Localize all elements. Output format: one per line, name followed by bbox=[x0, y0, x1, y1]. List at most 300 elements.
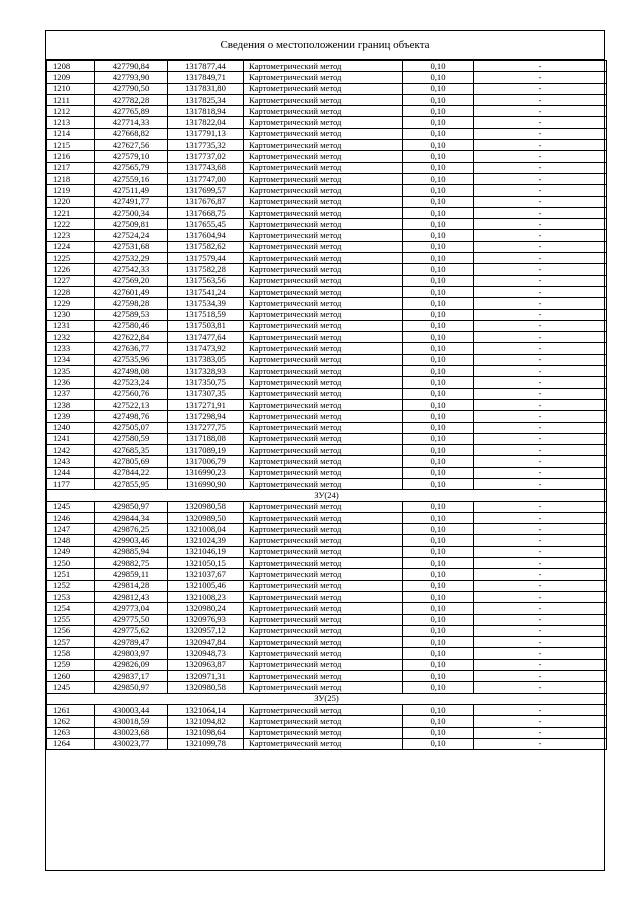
accuracy-cell: 0,10 bbox=[403, 173, 474, 184]
accuracy-cell: 0,10 bbox=[403, 399, 474, 410]
y-coordinate-cell: 1317307,35 bbox=[168, 388, 244, 399]
method-cell: Картометрический метод bbox=[244, 546, 403, 557]
y-coordinate-cell: 1317188,08 bbox=[168, 433, 244, 444]
section-label: ЗУ(25) bbox=[47, 693, 607, 704]
method-cell: Картометрический метод bbox=[244, 117, 403, 128]
accuracy-cell: 0,10 bbox=[403, 558, 474, 569]
method-cell: Картометрический метод bbox=[244, 298, 403, 309]
table-row bbox=[47, 411, 607, 422]
point-number-cell: 1212 bbox=[47, 106, 95, 117]
y-coordinate-cell: 1317541,24 bbox=[168, 286, 244, 297]
description-cell: - bbox=[474, 196, 607, 207]
table-row bbox=[47, 478, 607, 489]
method-cell: Картометрический метод bbox=[244, 467, 403, 478]
point-number-cell: 1258 bbox=[47, 648, 95, 659]
description-cell: - bbox=[474, 128, 607, 139]
accuracy-cell: 0,10 bbox=[403, 456, 474, 467]
method-cell: Картометрический метод bbox=[244, 320, 403, 331]
accuracy-cell: 0,10 bbox=[403, 332, 474, 343]
method-cell: Картометрический метод bbox=[244, 377, 403, 388]
accuracy-cell: 0,10 bbox=[403, 207, 474, 218]
method-cell: Картометрический метод bbox=[244, 94, 403, 105]
description-cell: - bbox=[474, 275, 607, 286]
point-number-cell: 1235 bbox=[47, 366, 95, 377]
y-coordinate-cell: 1317818,94 bbox=[168, 106, 244, 117]
accuracy-cell: 0,10 bbox=[403, 569, 474, 580]
method-cell: Картометрический метод bbox=[244, 558, 403, 569]
description-cell: - bbox=[474, 524, 607, 535]
y-coordinate-cell: 1320971,31 bbox=[168, 671, 244, 682]
description-cell: - bbox=[474, 648, 607, 659]
y-coordinate-cell: 1317328,93 bbox=[168, 366, 244, 377]
accuracy-cell: 0,10 bbox=[403, 219, 474, 230]
y-coordinate-cell: 1317277,75 bbox=[168, 422, 244, 433]
point-number-cell: 1224 bbox=[47, 241, 95, 252]
y-coordinate-cell: 1320989,50 bbox=[168, 512, 244, 523]
x-coordinate-cell: 427636,77 bbox=[95, 343, 168, 354]
method-cell: Картометрический метод bbox=[244, 738, 403, 749]
y-coordinate-cell: 1320980,58 bbox=[168, 501, 244, 512]
point-number-cell: 1242 bbox=[47, 445, 95, 456]
point-number-cell: 1264 bbox=[47, 738, 95, 749]
table-row bbox=[47, 162, 607, 173]
accuracy-cell: 0,10 bbox=[403, 501, 474, 512]
y-coordinate-cell: 1317877,44 bbox=[168, 61, 244, 72]
point-number-cell: 1246 bbox=[47, 512, 95, 523]
x-coordinate-cell: 427579,10 bbox=[95, 151, 168, 162]
point-number-cell: 1255 bbox=[47, 614, 95, 625]
y-coordinate-cell: 1317383,05 bbox=[168, 354, 244, 365]
y-coordinate-cell: 1317699,57 bbox=[168, 185, 244, 196]
description-cell: - bbox=[474, 467, 607, 478]
accuracy-cell: 0,10 bbox=[403, 704, 474, 715]
description-cell: - bbox=[474, 569, 607, 580]
point-number-cell: 1221 bbox=[47, 207, 95, 218]
accuracy-cell: 0,10 bbox=[403, 659, 474, 670]
description-cell: - bbox=[474, 580, 607, 591]
y-coordinate-cell: 1317791,13 bbox=[168, 128, 244, 139]
description-cell: - bbox=[474, 94, 607, 105]
accuracy-cell: 0,10 bbox=[403, 614, 474, 625]
x-coordinate-cell: 427522,13 bbox=[95, 399, 168, 410]
point-number-cell: 1233 bbox=[47, 343, 95, 354]
description-cell: - bbox=[474, 603, 607, 614]
x-coordinate-cell: 429773,04 bbox=[95, 603, 168, 614]
point-number-cell: 1236 bbox=[47, 377, 95, 388]
description-cell: - bbox=[474, 241, 607, 252]
accuracy-cell: 0,10 bbox=[403, 83, 474, 94]
y-coordinate-cell: 1317735,32 bbox=[168, 140, 244, 151]
y-coordinate-cell: 1317473,92 bbox=[168, 343, 244, 354]
x-coordinate-cell: 429775,50 bbox=[95, 614, 168, 625]
table-row bbox=[47, 241, 607, 252]
table-row bbox=[47, 456, 607, 467]
x-coordinate-cell: 427782,28 bbox=[95, 94, 168, 105]
point-number-cell: 1261 bbox=[47, 704, 95, 715]
table-row bbox=[47, 117, 607, 128]
method-cell: Картометрический метод bbox=[244, 173, 403, 184]
point-number-cell: 1238 bbox=[47, 399, 95, 410]
accuracy-cell: 0,10 bbox=[403, 298, 474, 309]
x-coordinate-cell: 427714,33 bbox=[95, 117, 168, 128]
y-coordinate-cell: 1321099,78 bbox=[168, 738, 244, 749]
x-coordinate-cell: 427580,46 bbox=[95, 320, 168, 331]
method-cell: Картометрический метод bbox=[244, 625, 403, 636]
accuracy-cell: 0,10 bbox=[403, 727, 474, 738]
table-row bbox=[47, 207, 607, 218]
point-number-cell: 1215 bbox=[47, 140, 95, 151]
description-cell: - bbox=[474, 61, 607, 72]
description-cell: - bbox=[474, 659, 607, 670]
table-row bbox=[47, 366, 607, 377]
section-label: ЗУ(24) bbox=[47, 490, 607, 501]
x-coordinate-cell: 430023,77 bbox=[95, 738, 168, 749]
accuracy-cell: 0,10 bbox=[403, 162, 474, 173]
y-coordinate-cell: 1317518,59 bbox=[168, 309, 244, 320]
table-row bbox=[47, 524, 607, 535]
table-row bbox=[47, 716, 607, 727]
x-coordinate-cell: 427542,33 bbox=[95, 264, 168, 275]
table-row bbox=[47, 275, 607, 286]
point-number-cell: 1244 bbox=[47, 467, 95, 478]
method-cell: Картометрический метод bbox=[244, 535, 403, 546]
method-cell: Картометрический метод bbox=[244, 569, 403, 580]
accuracy-cell: 0,10 bbox=[403, 682, 474, 693]
description-cell: - bbox=[474, 332, 607, 343]
x-coordinate-cell: 429837,17 bbox=[95, 671, 168, 682]
table-row bbox=[47, 332, 607, 343]
x-coordinate-cell: 427622,84 bbox=[95, 332, 168, 343]
accuracy-cell: 0,10 bbox=[403, 524, 474, 535]
accuracy-cell: 0,10 bbox=[403, 343, 474, 354]
table-row bbox=[47, 106, 607, 117]
method-cell: Картометрический метод bbox=[244, 637, 403, 648]
method-cell: Картометрический метод bbox=[244, 716, 403, 727]
x-coordinate-cell: 427580,59 bbox=[95, 433, 168, 444]
table-row bbox=[47, 512, 607, 523]
accuracy-cell: 0,10 bbox=[403, 637, 474, 648]
point-number-cell: 1263 bbox=[47, 727, 95, 738]
y-coordinate-cell: 1317676,87 bbox=[168, 196, 244, 207]
point-number-cell: 1237 bbox=[47, 388, 95, 399]
x-coordinate-cell: 427511,49 bbox=[95, 185, 168, 196]
table-row bbox=[47, 253, 607, 264]
description-cell: - bbox=[474, 309, 607, 320]
y-coordinate-cell: 1317563,56 bbox=[168, 275, 244, 286]
accuracy-cell: 0,10 bbox=[403, 117, 474, 128]
x-coordinate-cell: 429903,46 bbox=[95, 535, 168, 546]
table-row bbox=[47, 185, 607, 196]
table-row bbox=[47, 501, 607, 512]
y-coordinate-cell: 1317534,39 bbox=[168, 298, 244, 309]
y-coordinate-cell: 1321046,19 bbox=[168, 546, 244, 557]
point-number-cell: 1228 bbox=[47, 286, 95, 297]
method-cell: Картометрический метод bbox=[244, 524, 403, 535]
table-row bbox=[47, 671, 607, 682]
table-row bbox=[47, 433, 607, 444]
method-cell: Картометрический метод bbox=[244, 72, 403, 83]
y-coordinate-cell: 1321024,39 bbox=[168, 535, 244, 546]
point-number-cell: 1177 bbox=[47, 478, 95, 489]
table-row bbox=[47, 535, 607, 546]
description-cell: - bbox=[474, 343, 607, 354]
method-cell: Картометрический метод bbox=[244, 185, 403, 196]
accuracy-cell: 0,10 bbox=[403, 433, 474, 444]
point-number-cell: 1226 bbox=[47, 264, 95, 275]
table-row bbox=[47, 659, 607, 670]
y-coordinate-cell: 1317747,00 bbox=[168, 173, 244, 184]
x-coordinate-cell: 427793,90 bbox=[95, 72, 168, 83]
method-cell: Картометрический метод bbox=[244, 207, 403, 218]
x-coordinate-cell: 430003,44 bbox=[95, 704, 168, 715]
table-row bbox=[47, 727, 607, 738]
method-cell: Картометрический метод bbox=[244, 332, 403, 343]
section-header-row bbox=[47, 490, 607, 501]
x-coordinate-cell: 427524,24 bbox=[95, 230, 168, 241]
table-row bbox=[47, 286, 607, 297]
accuracy-cell: 0,10 bbox=[403, 512, 474, 523]
method-cell: Картометрический метод bbox=[244, 230, 403, 241]
accuracy-cell: 0,10 bbox=[403, 151, 474, 162]
table-row bbox=[47, 388, 607, 399]
accuracy-cell: 0,10 bbox=[403, 467, 474, 478]
y-coordinate-cell: 1317503,81 bbox=[168, 320, 244, 331]
point-number-cell: 1209 bbox=[47, 72, 95, 83]
x-coordinate-cell: 427491,77 bbox=[95, 196, 168, 207]
x-coordinate-cell: 427523,24 bbox=[95, 377, 168, 388]
description-cell: - bbox=[474, 185, 607, 196]
table-row bbox=[47, 343, 607, 354]
y-coordinate-cell: 1317579,44 bbox=[168, 253, 244, 264]
table-row bbox=[47, 377, 607, 388]
description-cell: - bbox=[474, 162, 607, 173]
section-header-row bbox=[47, 693, 607, 704]
y-coordinate-cell: 1317743,68 bbox=[168, 162, 244, 173]
method-cell: Картометрический метод bbox=[244, 219, 403, 230]
description-cell: - bbox=[474, 230, 607, 241]
x-coordinate-cell: 427498,08 bbox=[95, 366, 168, 377]
y-coordinate-cell: 1317582,28 bbox=[168, 264, 244, 275]
method-cell: Картометрический метод bbox=[244, 456, 403, 467]
accuracy-cell: 0,10 bbox=[403, 546, 474, 557]
accuracy-cell: 0,10 bbox=[403, 241, 474, 252]
table-row bbox=[47, 603, 607, 614]
point-number-cell: 1251 bbox=[47, 569, 95, 580]
accuracy-cell: 0,10 bbox=[403, 320, 474, 331]
x-coordinate-cell: 427565,79 bbox=[95, 162, 168, 173]
point-number-cell: 1217 bbox=[47, 162, 95, 173]
description-cell: - bbox=[474, 704, 607, 715]
method-cell: Картометрический метод bbox=[244, 422, 403, 433]
description-cell: - bbox=[474, 72, 607, 83]
table-row bbox=[47, 445, 607, 456]
accuracy-cell: 0,10 bbox=[403, 185, 474, 196]
accuracy-cell: 0,10 bbox=[403, 106, 474, 117]
y-coordinate-cell: 1317604,94 bbox=[168, 230, 244, 241]
point-number-cell: 1208 bbox=[47, 61, 95, 72]
point-number-cell: 1254 bbox=[47, 603, 95, 614]
description-cell: - bbox=[474, 716, 607, 727]
description-cell: - bbox=[474, 591, 607, 602]
description-cell: - bbox=[474, 445, 607, 456]
point-number-cell: 1234 bbox=[47, 354, 95, 365]
method-cell: Картометрический метод bbox=[244, 399, 403, 410]
method-cell: Картометрический метод bbox=[244, 478, 403, 489]
method-cell: Картометрический метод bbox=[244, 614, 403, 625]
method-cell: Картометрический метод bbox=[244, 445, 403, 456]
accuracy-cell: 0,10 bbox=[403, 671, 474, 682]
point-number-cell: 1247 bbox=[47, 524, 95, 535]
y-coordinate-cell: 1320963,87 bbox=[168, 659, 244, 670]
method-cell: Картометрический метод bbox=[244, 704, 403, 715]
point-number-cell: 1231 bbox=[47, 320, 95, 331]
document-sheet bbox=[45, 30, 605, 871]
y-coordinate-cell: 1316990,90 bbox=[168, 478, 244, 489]
point-number-cell: 1213 bbox=[47, 117, 95, 128]
accuracy-cell: 0,10 bbox=[403, 128, 474, 139]
x-coordinate-cell: 427790,50 bbox=[95, 83, 168, 94]
method-cell: Картометрический метод bbox=[244, 128, 403, 139]
accuracy-cell: 0,10 bbox=[403, 648, 474, 659]
point-number-cell: 1218 bbox=[47, 173, 95, 184]
method-cell: Картометрический метод bbox=[244, 286, 403, 297]
accuracy-cell: 0,10 bbox=[403, 591, 474, 602]
table-row bbox=[47, 72, 607, 83]
table-row bbox=[47, 151, 607, 162]
point-number-cell: 1256 bbox=[47, 625, 95, 636]
x-coordinate-cell: 427668,82 bbox=[95, 128, 168, 139]
x-coordinate-cell: 430018,59 bbox=[95, 716, 168, 727]
y-coordinate-cell: 1317006,79 bbox=[168, 456, 244, 467]
x-coordinate-cell: 429876,25 bbox=[95, 524, 168, 535]
description-cell: - bbox=[474, 535, 607, 546]
table-row bbox=[47, 399, 607, 410]
y-coordinate-cell: 1317825,34 bbox=[168, 94, 244, 105]
x-coordinate-cell: 427598,28 bbox=[95, 298, 168, 309]
y-coordinate-cell: 1317350,75 bbox=[168, 377, 244, 388]
table-row bbox=[47, 219, 607, 230]
y-coordinate-cell: 1321037,67 bbox=[168, 569, 244, 580]
table-row bbox=[47, 704, 607, 715]
description-cell: - bbox=[474, 727, 607, 738]
table-row bbox=[47, 580, 607, 591]
accuracy-cell: 0,10 bbox=[403, 94, 474, 105]
description-cell: - bbox=[474, 219, 607, 230]
y-coordinate-cell: 1317737,02 bbox=[168, 151, 244, 162]
description-cell: - bbox=[474, 286, 607, 297]
table-row bbox=[47, 320, 607, 331]
accuracy-cell: 0,10 bbox=[403, 286, 474, 297]
table-row bbox=[47, 196, 607, 207]
accuracy-cell: 0,10 bbox=[403, 580, 474, 591]
table-row bbox=[47, 83, 607, 94]
x-coordinate-cell: 427855,95 bbox=[95, 478, 168, 489]
table-row bbox=[47, 298, 607, 309]
x-coordinate-cell: 427685,35 bbox=[95, 445, 168, 456]
table-row bbox=[47, 637, 607, 648]
method-cell: Картометрический метод bbox=[244, 162, 403, 173]
y-coordinate-cell: 1321094,82 bbox=[168, 716, 244, 727]
point-number-cell: 1216 bbox=[47, 151, 95, 162]
accuracy-cell: 0,10 bbox=[403, 230, 474, 241]
y-coordinate-cell: 1321050,15 bbox=[168, 558, 244, 569]
x-coordinate-cell: 427790,84 bbox=[95, 61, 168, 72]
x-coordinate-cell: 427589,53 bbox=[95, 309, 168, 320]
table-row bbox=[47, 422, 607, 433]
x-coordinate-cell: 427500,34 bbox=[95, 207, 168, 218]
table-row bbox=[47, 354, 607, 365]
description-cell: - bbox=[474, 558, 607, 569]
description-cell: - bbox=[474, 106, 607, 117]
description-cell: - bbox=[474, 366, 607, 377]
y-coordinate-cell: 1317668,75 bbox=[168, 207, 244, 218]
y-coordinate-cell: 1320976,93 bbox=[168, 614, 244, 625]
description-cell: - bbox=[474, 478, 607, 489]
y-coordinate-cell: 1321005,46 bbox=[168, 580, 244, 591]
point-number-cell: 1250 bbox=[47, 558, 95, 569]
method-cell: Картометрический метод bbox=[244, 309, 403, 320]
method-cell: Картометрический метод bbox=[244, 591, 403, 602]
y-coordinate-cell: 1317089,19 bbox=[168, 445, 244, 456]
coordinates-table bbox=[46, 60, 607, 750]
y-coordinate-cell: 1321098,64 bbox=[168, 727, 244, 738]
y-coordinate-cell: 1317831,80 bbox=[168, 83, 244, 94]
point-number-cell: 1262 bbox=[47, 716, 95, 727]
method-cell: Картометрический метод bbox=[244, 671, 403, 682]
y-coordinate-cell: 1320957,12 bbox=[168, 625, 244, 636]
description-cell: - bbox=[474, 637, 607, 648]
description-cell: - bbox=[474, 422, 607, 433]
y-coordinate-cell: 1317271,91 bbox=[168, 399, 244, 410]
description-cell: - bbox=[474, 207, 607, 218]
y-coordinate-cell: 1317298,94 bbox=[168, 411, 244, 422]
method-cell: Картометрический метод bbox=[244, 388, 403, 399]
method-cell: Картометрический метод bbox=[244, 61, 403, 72]
description-cell: - bbox=[474, 738, 607, 749]
table-row bbox=[47, 173, 607, 184]
accuracy-cell: 0,10 bbox=[403, 264, 474, 275]
method-cell: Картометрический метод bbox=[244, 140, 403, 151]
x-coordinate-cell: 427509,81 bbox=[95, 219, 168, 230]
accuracy-cell: 0,10 bbox=[403, 140, 474, 151]
accuracy-cell: 0,10 bbox=[403, 354, 474, 365]
x-coordinate-cell: 429775,62 bbox=[95, 625, 168, 636]
x-coordinate-cell: 427535,96 bbox=[95, 354, 168, 365]
description-cell: - bbox=[474, 117, 607, 128]
method-cell: Картометрический метод bbox=[244, 648, 403, 659]
method-cell: Картометрический метод bbox=[244, 196, 403, 207]
x-coordinate-cell: 429844,34 bbox=[95, 512, 168, 523]
y-coordinate-cell: 1321008,23 bbox=[168, 591, 244, 602]
method-cell: Картометрический метод bbox=[244, 151, 403, 162]
table-row bbox=[47, 309, 607, 320]
x-coordinate-cell: 429850,97 bbox=[95, 682, 168, 693]
description-cell: - bbox=[474, 151, 607, 162]
x-coordinate-cell: 427601,49 bbox=[95, 286, 168, 297]
table-row bbox=[47, 140, 607, 151]
x-coordinate-cell: 429826,09 bbox=[95, 659, 168, 670]
method-cell: Картометрический метод bbox=[244, 580, 403, 591]
accuracy-cell: 0,10 bbox=[403, 603, 474, 614]
method-cell: Картометрический метод bbox=[244, 106, 403, 117]
description-cell: - bbox=[474, 512, 607, 523]
method-cell: Картометрический метод bbox=[244, 603, 403, 614]
description-cell: - bbox=[474, 320, 607, 331]
method-cell: Картометрический метод bbox=[244, 264, 403, 275]
accuracy-cell: 0,10 bbox=[403, 716, 474, 727]
point-number-cell: 1260 bbox=[47, 671, 95, 682]
x-coordinate-cell: 427805,69 bbox=[95, 456, 168, 467]
